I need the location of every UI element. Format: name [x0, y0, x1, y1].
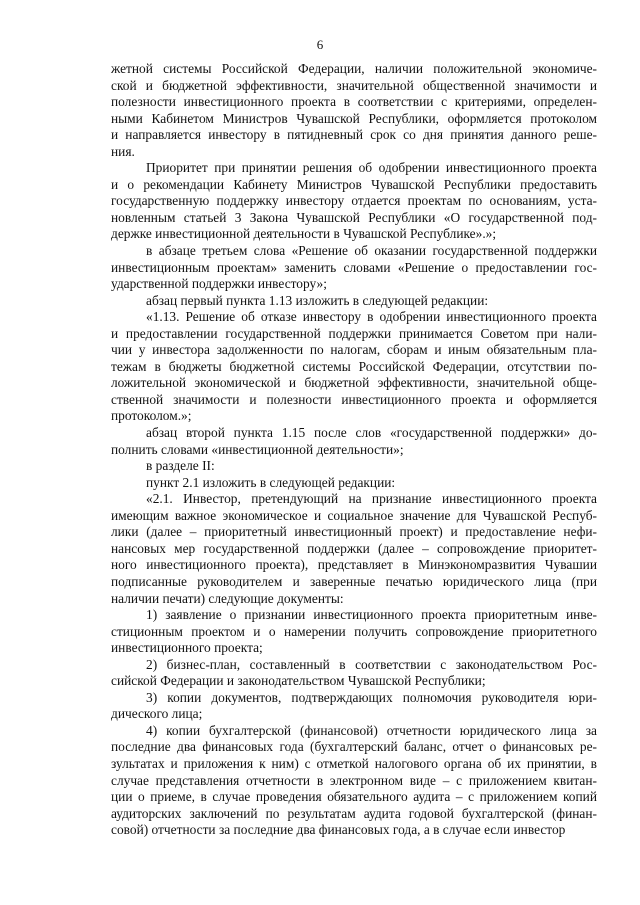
text-line: ской и бюджетной эффективности, значительной общественной значимости и — [111, 77, 597, 93]
text-line: в абзаце третьем слова «Решение об оказании государственной поддержки — [146, 243, 597, 259]
text-line: 2) бизнес-план, составленный в соответствии с законодательством Рос- — [146, 656, 597, 672]
paragraph — [111, 309, 597, 425]
paragraph — [111, 657, 597, 690]
paragraph — [111, 690, 597, 723]
text-line: и направляется инвестору в пятидневный срок со дня принятия данного реше- — [111, 127, 597, 143]
text-line: лики (далее – приоритетный инвестиционный проект) и предоставление нефи- — [111, 524, 597, 540]
text-line: жетной системы Российской Федерации, наличии положительной экономиче- — [111, 61, 597, 76]
text-line: имеющим важное экономическое и социальное значение для Чувашской Респуб- — [111, 507, 597, 523]
text-line: инвестиционным проектам» заменить словами «Решение о предоставлении гос- — [111, 259, 597, 275]
paragraph — [111, 491, 597, 607]
text-line: пункт 2.1 изложить в следующей редакции: — [146, 474, 396, 490]
paragraph — [111, 458, 597, 475]
text-line: абзац первый пункта 1.13 изложить в следующей редакции: — [146, 292, 489, 308]
text-line: 3) копии документов, подтверждающих полномочия руководителя юри- — [146, 689, 597, 705]
paragraph — [111, 475, 597, 492]
text-line: совой) отчетности за последние два финансовых года, а в случае если инвестор — [111, 822, 566, 838]
text-line: «2.1. Инвестор, претендующий на признание инвестиционного проекта — [146, 491, 597, 507]
text-line: ложительной экономической и бюджетной эффективности, значительной обще- — [111, 375, 597, 391]
paragraph — [111, 61, 597, 160]
text-line: подписанные руководителем и заверенные печатью юридического лица (при — [111, 573, 597, 589]
text-line: протоколом.»; — [111, 408, 192, 424]
paragraph — [111, 723, 597, 839]
text-line: стиционным проектом и о намерении получить сопровождение приоритетного — [111, 623, 597, 639]
text-line: случае представления отчетности в электронном виде – с приложением квитан- — [111, 772, 597, 788]
text-line: государственную поддержку инвестору отдается проектам по основаниям, уста- — [111, 193, 597, 209]
text-line: Приоритет при принятии решения об одобрении инвестиционного проекта — [146, 160, 597, 176]
text-line: сийской Федерации и законодательством Чувашской Республики; — [111, 673, 486, 689]
document-body — [111, 61, 597, 839]
text-line: зультатах и приложения к ним) с отметкой налогового органа об их принятии, в — [111, 755, 597, 771]
text-line: новленным статьей 3 Закона Чувашской Республики «О государственной под- — [111, 209, 597, 225]
paragraph — [111, 293, 597, 310]
text-line: абзац второй пункта 1.15 после слов «государственной поддержки» до- — [146, 425, 597, 441]
text-line: ственной значимости и полезности инвестиционного проекта и оформляется — [111, 391, 597, 407]
text-line: ударственной поддержки инвестору»; — [111, 276, 327, 292]
text-line: дического лица; — [111, 706, 203, 722]
paragraph — [111, 607, 597, 657]
text-line: последние два финансовых года (бухгалтерский баланс, отчет о финансовых ре- — [111, 739, 597, 755]
text-line: наличии печати) следующие документы: — [111, 590, 344, 606]
text-line: нансовых мер государственной поддержки (далее – сопровождение приоритет- — [111, 540, 597, 556]
text-line: ния. — [111, 143, 135, 159]
text-line: инвестиционного проекта; — [111, 640, 263, 656]
paragraph — [111, 425, 597, 458]
text-line: «1.13. Решение об отказе инвестору в одобрении инвестиционного проекта — [146, 309, 597, 325]
text-line: в разделе II: — [146, 458, 215, 474]
text-line: чии у инвестора задолженности по налогам, сборам и иным обязательным пла- — [111, 342, 597, 358]
text-line: 1) заявление о признании инвестиционного проекта приоритетным инве- — [146, 607, 597, 623]
text-line: держке инвестиционной деятельности в Чувашской Республике».»; — [111, 226, 497, 242]
paragraph — [111, 160, 597, 243]
paragraph — [111, 243, 597, 293]
text-line: полнить словами «инвестиционной деятельности»; — [111, 441, 404, 457]
text-line: и о рекомендации Кабинету Министров Чувашской Республики предоставить — [111, 176, 597, 192]
text-line: ции о приеме, в случае проведения обязательного аудита – с приложением копий — [111, 789, 597, 805]
text-line: ного инвестиционного проекта), представляет в Минэкономразвития Чувашии — [111, 557, 597, 573]
text-line: ными Кабинетом Министров Чувашской Республики, оформляется протоколом — [111, 110, 597, 126]
text-line: аудиторских заключений по результатам аудита годовой бухгалтерской (финан- — [111, 805, 597, 821]
text-line: тежам в бюджеты бюджетной системы Российской Федерации, отсутствии по- — [111, 358, 597, 374]
text-line: и предоставлении государственной поддержки принимается Советом при нали- — [111, 325, 597, 341]
page-number: 6 — [316, 37, 324, 52]
text-line: полезности инвестиционного проекта в соответствии с критериями, определен- — [111, 94, 597, 110]
text-line: 4) копии бухгалтерской (финансовой) отчетности юридического лица за — [146, 722, 597, 738]
